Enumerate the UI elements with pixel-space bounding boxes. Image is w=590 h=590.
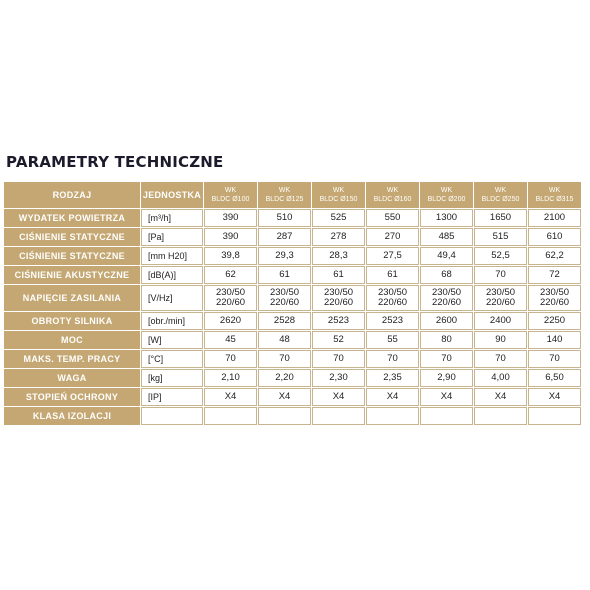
value-cell: 230/50 220/60 (420, 285, 473, 311)
value-cell: 230/50 220/60 (312, 285, 365, 311)
page-title: PARAMETRY TECHNICZNE (6, 153, 224, 171)
value-cell: 70 (474, 350, 527, 368)
value-cell: 2528 (258, 312, 311, 330)
value-cell (312, 407, 365, 425)
value-cell: 70 (474, 266, 527, 284)
value-cell: X4 (420, 388, 473, 406)
row-unit: [V/Hz] (141, 285, 203, 311)
header-model (366, 182, 419, 208)
header-model (312, 182, 365, 208)
row-label: MAKS. TEMP. PRACY (4, 350, 140, 368)
value-cell: 61 (258, 266, 311, 284)
header-model-line1: WK (440, 187, 453, 194)
value-cell (420, 407, 473, 425)
value-cell: 52,5 (474, 247, 527, 265)
value-cell: 525 (312, 209, 365, 227)
value-cell: 1300 (420, 209, 473, 227)
header-jednostka: JEDNOSTKA (141, 182, 203, 208)
table-row (4, 228, 581, 246)
value-cell: 2,90 (420, 369, 473, 387)
value-cell: 90 (474, 331, 527, 349)
row-label: CIŚNIENIE AKUSTYCZNE (4, 266, 140, 284)
header-model-line2: BLDC Ø125 (265, 196, 304, 203)
value-cell: 390 (204, 228, 257, 246)
value-cell: 72 (528, 266, 581, 284)
header-model (204, 182, 257, 208)
value-cell: 62,2 (528, 247, 581, 265)
header-model-line1: WK (224, 187, 237, 194)
header-model-line1: WK (278, 187, 291, 194)
row-label: MOC (4, 331, 140, 349)
table-row (4, 285, 581, 311)
value-cell: 2,10 (204, 369, 257, 387)
table-row (4, 266, 581, 284)
row-unit: [IP] (141, 388, 203, 406)
header-model-line2: BLDC Ø100 (211, 196, 250, 203)
value-cell: 278 (312, 228, 365, 246)
value-cell: 2620 (204, 312, 257, 330)
value-cell: 61 (312, 266, 365, 284)
value-cell: 2100 (528, 209, 581, 227)
value-cell: 70 (420, 350, 473, 368)
header-model (258, 182, 311, 208)
table-row (4, 369, 581, 387)
header-model (474, 182, 527, 208)
value-cell: 2250 (528, 312, 581, 330)
header-model-line1: WK (386, 187, 399, 194)
row-unit: [dB(A)] (141, 266, 203, 284)
value-cell: X4 (474, 388, 527, 406)
value-cell: 70 (366, 350, 419, 368)
value-cell: 80 (420, 331, 473, 349)
value-cell: 230/50 220/60 (258, 285, 311, 311)
value-cell: 70 (204, 350, 257, 368)
value-cell: 1650 (474, 209, 527, 227)
value-cell (366, 407, 419, 425)
row-label: CIŚNIENIE STATYCZNE (4, 228, 140, 246)
value-cell: 2523 (366, 312, 419, 330)
value-cell: 2,20 (258, 369, 311, 387)
value-cell: 2600 (420, 312, 473, 330)
table-row (4, 209, 581, 227)
header-model-line1: WK (332, 187, 345, 194)
value-cell: 27,5 (366, 247, 419, 265)
row-label: WAGA (4, 369, 140, 387)
value-cell: 390 (204, 209, 257, 227)
value-cell: 287 (258, 228, 311, 246)
value-cell: 230/50 220/60 (528, 285, 581, 311)
header-model (528, 182, 581, 208)
value-cell: 510 (258, 209, 311, 227)
value-cell: X4 (366, 388, 419, 406)
value-cell: 2,30 (312, 369, 365, 387)
row-label: STOPIEŃ OCHRONY (4, 388, 140, 406)
value-cell: 515 (474, 228, 527, 246)
header-rodzaj: RODZAJ (4, 182, 140, 208)
value-cell: X4 (528, 388, 581, 406)
value-cell: 4,00 (474, 369, 527, 387)
header-model-line2: BLDC Ø200 (427, 196, 466, 203)
value-cell (474, 407, 527, 425)
header-model-line1: WK (548, 187, 561, 194)
value-cell: 550 (366, 209, 419, 227)
row-unit: [°C] (141, 350, 203, 368)
value-cell: 270 (366, 228, 419, 246)
row-unit: [Pa] (141, 228, 203, 246)
table-row (4, 331, 581, 349)
row-label: KLASA IZOLACJI (4, 407, 140, 425)
header-model-line2: BLDC Ø150 (319, 196, 358, 203)
table-row (4, 312, 581, 330)
value-cell: 29,3 (258, 247, 311, 265)
value-cell: 2400 (474, 312, 527, 330)
value-cell: 70 (528, 350, 581, 368)
value-cell: 61 (366, 266, 419, 284)
row-unit: [obr./min] (141, 312, 203, 330)
value-cell: 2523 (312, 312, 365, 330)
row-label: NAPIĘCIE ZASILANIA (4, 285, 140, 311)
header-model-line2: BLDC Ø250 (481, 196, 520, 203)
value-cell: 55 (366, 331, 419, 349)
value-cell: 52 (312, 331, 365, 349)
row-unit: [mm H20] (141, 247, 203, 265)
table-row (4, 247, 581, 265)
row-label: CIŚNIENIE STATYCZNE (4, 247, 140, 265)
value-cell: 610 (528, 228, 581, 246)
header-model-line2: BLDC Ø315 (535, 196, 574, 203)
row-label: OBROTY SILNIKA (4, 312, 140, 330)
row-unit: [W] (141, 331, 203, 349)
row-unit: [kg] (141, 369, 203, 387)
row-label: WYDATEK POWIETRZA (4, 209, 140, 227)
value-cell: 485 (420, 228, 473, 246)
spec-table (3, 181, 582, 426)
value-cell: 230/50 220/60 (474, 285, 527, 311)
table-row (4, 350, 581, 368)
value-cell: 49,4 (420, 247, 473, 265)
header-model-line2: BLDC Ø160 (373, 196, 412, 203)
value-cell (528, 407, 581, 425)
value-cell: 230/50 220/60 (204, 285, 257, 311)
value-cell: 28,3 (312, 247, 365, 265)
value-cell: 70 (258, 350, 311, 368)
value-cell: 230/50 220/60 (366, 285, 419, 311)
value-cell: X4 (204, 388, 257, 406)
value-cell: X4 (258, 388, 311, 406)
value-cell: 39,8 (204, 247, 257, 265)
value-cell: 2,35 (366, 369, 419, 387)
value-cell: 62 (204, 266, 257, 284)
value-cell (204, 407, 257, 425)
value-cell: 48 (258, 331, 311, 349)
header-row (4, 182, 581, 208)
value-cell: X4 (312, 388, 365, 406)
header-model (420, 182, 473, 208)
value-cell (258, 407, 311, 425)
value-cell: 140 (528, 331, 581, 349)
row-unit: [m³/h] (141, 209, 203, 227)
value-cell: 45 (204, 331, 257, 349)
header-model-line1: WK (494, 187, 507, 194)
value-cell: 68 (420, 266, 473, 284)
row-unit (141, 407, 203, 425)
value-cell: 6,50 (528, 369, 581, 387)
value-cell: 70 (312, 350, 365, 368)
table-row (4, 388, 581, 406)
table-row (4, 407, 581, 425)
